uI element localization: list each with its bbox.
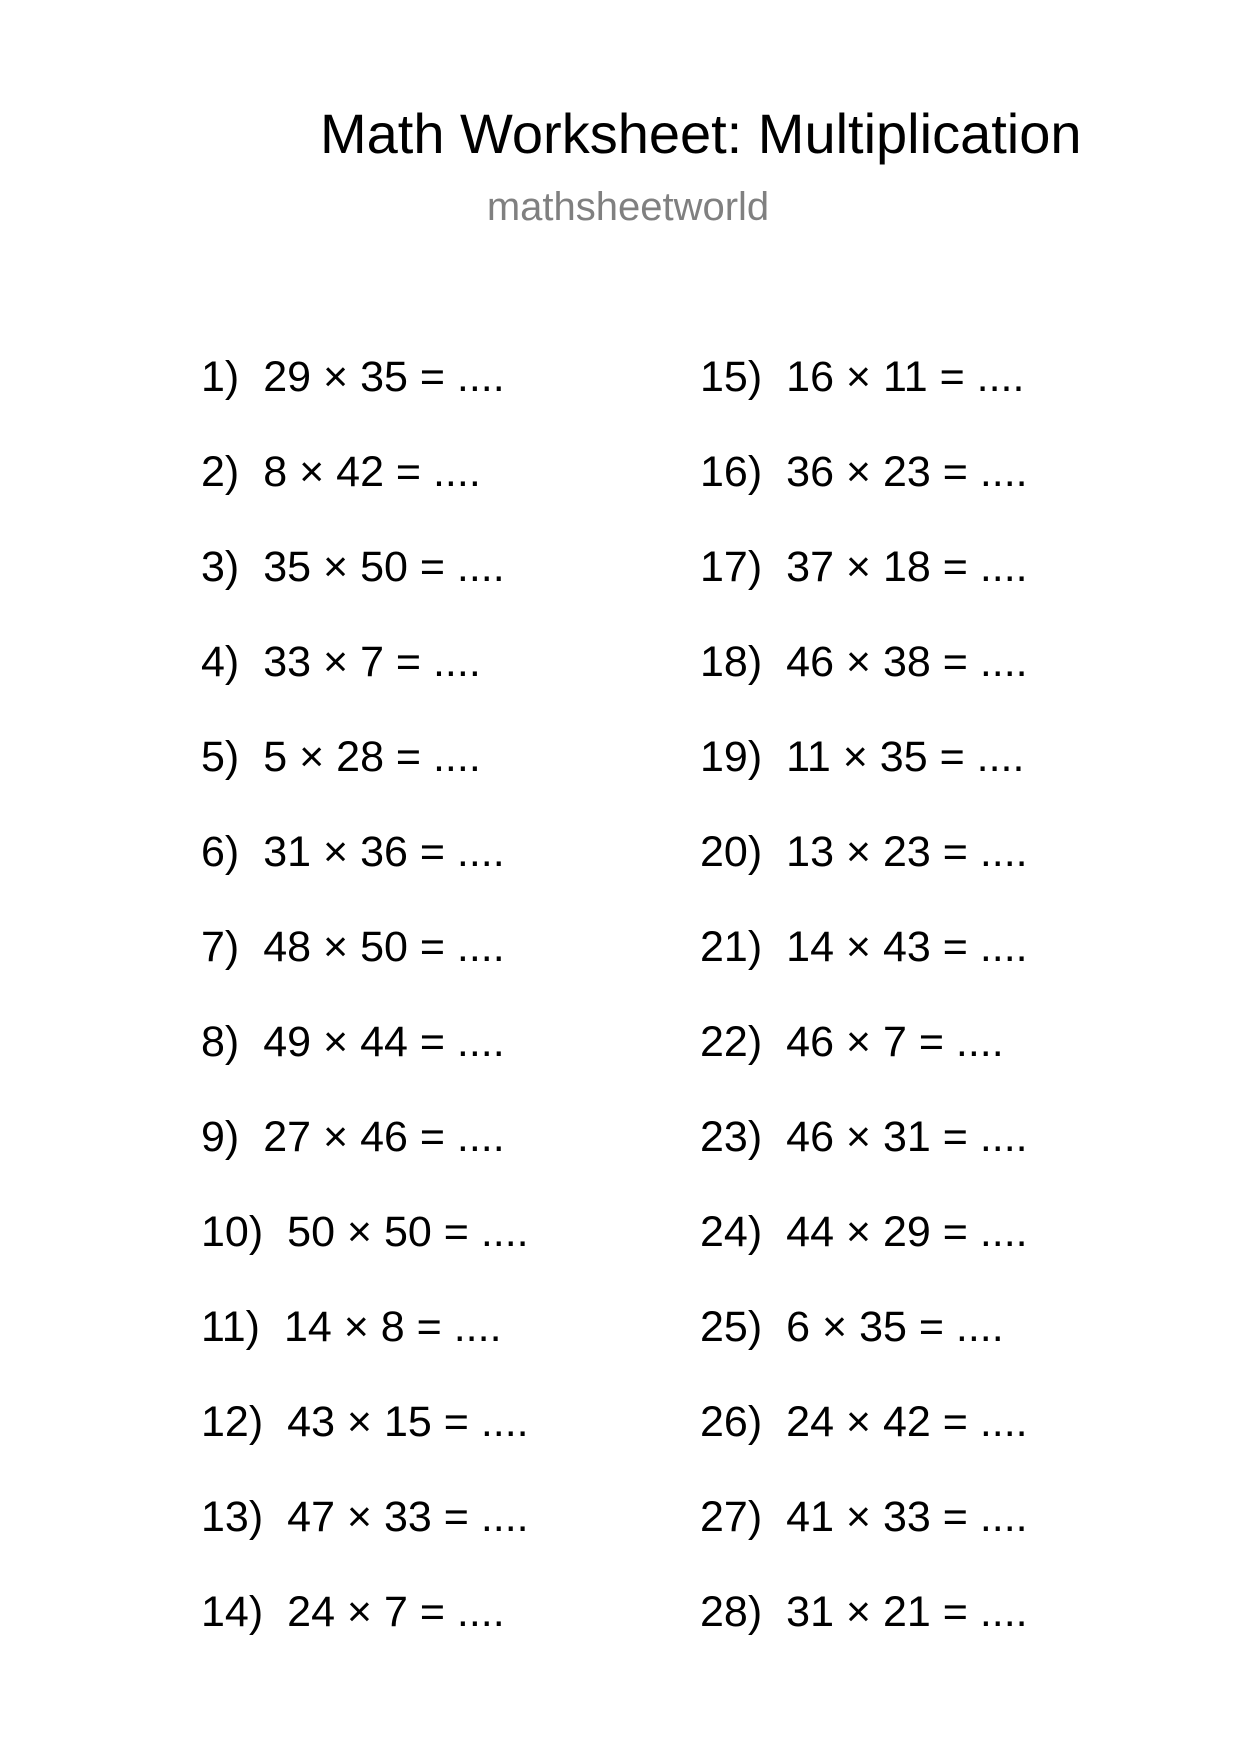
problem-item (201, 1397, 529, 1492)
problem-item (201, 827, 529, 922)
page-subtitle: mathsheetworld (486, 185, 770, 229)
problem-item (700, 447, 1028, 542)
problem-number: 21) (700, 923, 763, 971)
problem-number: 2) (201, 448, 240, 496)
problem-number: 23) (700, 1113, 763, 1161)
page-title: Math Worksheet: Multiplication (320, 102, 1082, 165)
problem-number: 4) (201, 638, 240, 686)
problem-expression: 49 × 44 = .... (263, 1018, 505, 1066)
problem-expression: 46 × 31 = .... (786, 1113, 1028, 1161)
problems-right-column (700, 352, 1028, 1682)
problem-expression: 24 × 7 = .... (287, 1588, 505, 1636)
problem-item (201, 1017, 529, 1112)
problem-expression: 37 × 18 = .... (786, 543, 1028, 591)
problem-number: 14) (201, 1588, 264, 1636)
problem-expression: 50 × 50 = .... (287, 1208, 529, 1256)
problem-expression: 31 × 36 = .... (263, 828, 505, 876)
problem-number: 17) (700, 543, 763, 591)
problem-number: 3) (201, 543, 240, 591)
problem-expression: 13 × 23 = .... (786, 828, 1028, 876)
problem-item (201, 352, 529, 447)
problem-item (700, 1492, 1028, 1587)
problem-item (700, 1587, 1028, 1682)
problem-expression: 46 × 7 = .... (786, 1018, 1004, 1066)
problem-item (700, 1397, 1028, 1492)
problem-expression: 48 × 50 = .... (263, 923, 505, 971)
problem-number: 28) (700, 1588, 763, 1636)
problem-expression: 36 × 23 = .... (786, 448, 1028, 496)
problem-number: 12) (201, 1398, 264, 1446)
problem-number: 15) (700, 353, 763, 401)
problem-expression: 11 × 35 = .... (786, 733, 1025, 781)
problems-left-column (201, 352, 529, 1682)
problem-item (700, 352, 1028, 447)
problem-expression: 24 × 42 = .... (786, 1398, 1028, 1446)
problem-expression: 44 × 29 = .... (786, 1208, 1028, 1256)
problem-number: 7) (201, 923, 240, 971)
problem-expression: 43 × 15 = .... (287, 1398, 529, 1446)
problem-item (700, 637, 1028, 732)
problem-item (700, 732, 1028, 827)
problem-item (201, 922, 529, 1017)
problem-expression: 27 × 46 = .... (263, 1113, 505, 1161)
problem-item (700, 1207, 1028, 1302)
problem-number: 16) (700, 448, 763, 496)
problem-expression: 14 × 8 = .... (283, 1303, 502, 1351)
problem-expression: 47 × 33 = .... (287, 1493, 529, 1541)
problem-expression: 41 × 33 = .... (786, 1493, 1028, 1541)
problem-number: 18) (700, 638, 763, 686)
problem-expression: 6 × 35 = .... (786, 1303, 1004, 1351)
problem-number: 11) (201, 1303, 260, 1351)
problem-item (201, 1492, 529, 1587)
problem-number: 19) (700, 733, 763, 781)
problem-number: 24) (700, 1208, 763, 1256)
problem-item (201, 447, 529, 542)
problem-item (201, 1587, 529, 1682)
problem-item (700, 1302, 1028, 1397)
problem-item (201, 1302, 529, 1397)
problem-number: 26) (700, 1398, 763, 1446)
problem-expression: 8 × 42 = .... (263, 448, 481, 496)
problem-item (700, 1112, 1028, 1207)
problem-expression: 16 × 11 = .... (786, 353, 1025, 401)
problem-number: 20) (700, 828, 763, 876)
problem-number: 6) (201, 828, 240, 876)
problem-number: 13) (201, 1493, 264, 1541)
problem-item (201, 1207, 529, 1302)
problem-expression: 31 × 21 = .... (786, 1588, 1028, 1636)
problem-number: 1) (201, 353, 240, 401)
problem-item (201, 542, 529, 637)
problem-number: 9) (201, 1113, 240, 1161)
problem-item (700, 1017, 1028, 1112)
problem-item (201, 732, 529, 827)
problem-item (201, 1112, 529, 1207)
problem-number: 22) (700, 1018, 763, 1066)
problem-expression: 35 × 50 = .... (263, 543, 505, 591)
problem-number: 10) (201, 1208, 264, 1256)
problem-item (700, 922, 1028, 1017)
problem-number: 27) (700, 1493, 763, 1541)
problem-expression: 46 × 38 = .... (786, 638, 1028, 686)
problem-number: 5) (201, 733, 240, 781)
problem-expression: 33 × 7 = .... (263, 638, 481, 686)
problem-expression: 14 × 43 = .... (786, 923, 1028, 971)
problem-expression: 5 × 28 = .... (263, 733, 481, 781)
problem-expression: 29 × 35 = .... (263, 353, 505, 401)
problem-item (201, 637, 529, 732)
problem-number: 8) (201, 1018, 240, 1066)
problem-item (700, 827, 1028, 922)
problem-number: 25) (700, 1303, 763, 1351)
problem-item (700, 542, 1028, 637)
